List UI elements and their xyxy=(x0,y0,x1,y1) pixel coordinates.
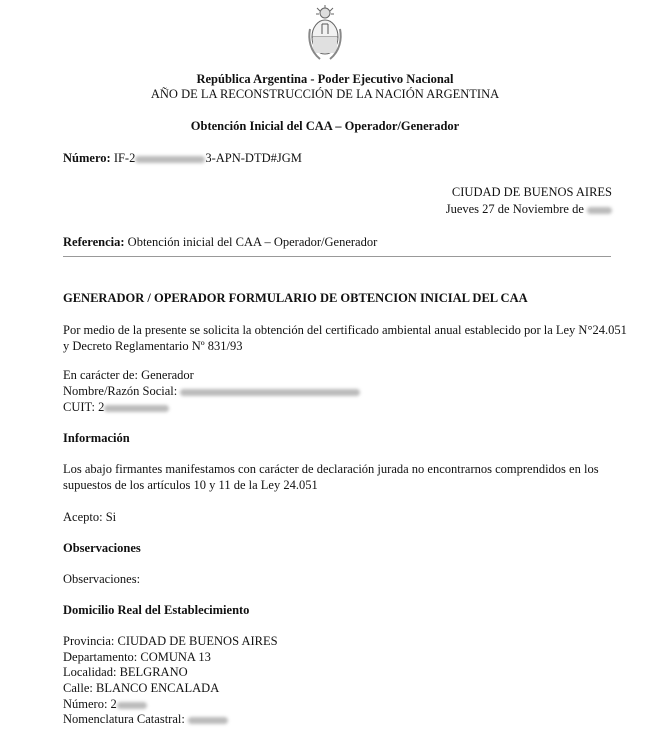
departamento: Departamento: COMUNA 13 xyxy=(63,650,211,664)
paragraph: Los abajo firmantes manifestamos con carácter de declaración jurada no encontrarnos comprendidos en los xyxy=(63,462,599,476)
redacted xyxy=(587,207,612,214)
info-heading: Información xyxy=(63,431,130,445)
place: CIUDAD DE BUENOS AIRES xyxy=(451,185,612,199)
acepto: Acepto: Si xyxy=(63,510,117,524)
redacted xyxy=(180,389,360,396)
header-government: República Argentina - Poder Ejecutivo Nacional xyxy=(196,72,454,86)
referencia: Referencia: Obtención inicial del CAA – Operador/Generador xyxy=(63,235,378,249)
divider xyxy=(63,256,611,257)
redacted xyxy=(104,405,169,412)
obs-heading: Observaciones xyxy=(63,541,141,555)
localidad: Localidad: BELGRANO xyxy=(63,665,188,679)
date: Jueves 27 de Noviembre de xyxy=(446,201,612,217)
calle: Calle: BLANCO ENCALADA xyxy=(63,681,220,695)
header-year-motto: AÑO DE LA RECONSTRUCCIÓN DE LA NACIÓN ARGENTINA xyxy=(150,87,500,101)
paragraph: y Decreto Reglamentario Nº 831/93 xyxy=(63,339,243,353)
cuit: CUIT: 2 xyxy=(63,399,169,415)
redacted xyxy=(117,702,147,709)
numero-calle: Número: 2 xyxy=(63,696,147,712)
caracter: En carácter de: Generador xyxy=(63,368,194,382)
paragraph: Por medio de la presente se solicita la obtención del certificado ambiental anual establecido por la Ley N°24.051 xyxy=(63,323,627,337)
form-heading: GENERADOR / OPERADOR FORMULARIO DE OBTENCION INICIAL DEL CAA xyxy=(63,291,528,305)
nombre: Nombre/Razón Social: xyxy=(63,383,360,399)
redacted xyxy=(188,717,228,724)
document-title: Obtención Inicial del CAA – Operador/Generador xyxy=(190,119,460,133)
domicilio-heading: Domicilio Real del Establecimiento xyxy=(63,603,250,617)
redacted xyxy=(135,156,205,163)
observaciones: Observaciones: xyxy=(63,572,141,586)
document-number: Número: IF-2 3-APN-DTD#JGM xyxy=(63,151,302,165)
paragraph: supuestos de los artículos 10 y 11 de la Ley 24.051 xyxy=(63,478,318,492)
nomenclatura: Nomenclatura Catastral: xyxy=(63,711,228,727)
provincia: Provincia: CIUDAD DE BUENOS AIRES xyxy=(63,634,278,648)
argentina-coat-of-arms-logo xyxy=(305,4,345,66)
